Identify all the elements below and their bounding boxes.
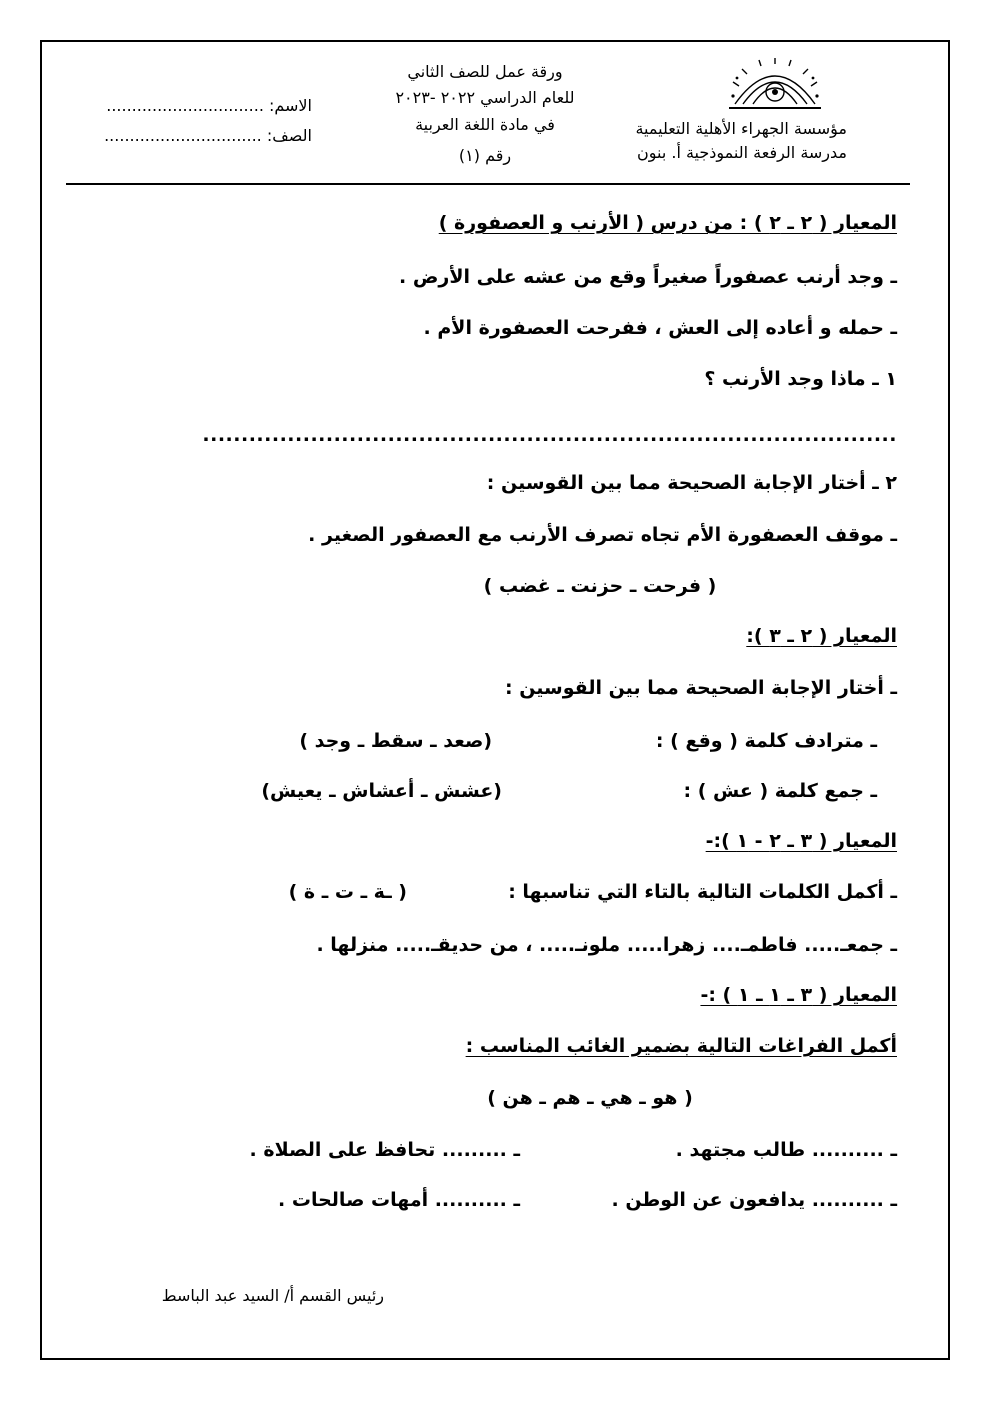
question-1: ١ ـ ماذا وجد الأرنب ؟ (704, 368, 897, 390)
taa-options: ( ـة ـ ت ـ ة ) (288, 881, 407, 903)
student-name-field[interactable]: الاسم: ............................... (106, 96, 312, 115)
question-2: ٢ ـ أختار الإجابة الصحيحة مما بين القوسين : (486, 472, 897, 494)
pronoun-sentence-1: ـ .......... طالب مجتهد . (675, 1139, 897, 1161)
question-3: ـ أختار الإجابة الصحيحة مما بين القوسين : (504, 677, 897, 699)
criterion-heading-4: المعيار ( ٣ ـ ١ ـ ١ ) :- (700, 984, 897, 1006)
worksheet-title: ورقة عمل للصف الثاني (407, 62, 563, 81)
school-name: مدرسة الرفعة النموذجية أ. بنون (636, 143, 847, 162)
criterion-heading-2: المعيار ( ٢ ـ ٣ ): (746, 625, 897, 647)
synonym-options: (صعد ـ سقط ـ وجد ) (299, 730, 492, 752)
school-org-name: مؤسسة الجهراء الأهلية التعليمية (635, 119, 847, 138)
pronoun-sentence-4: ـ .......... أمهات صالحات . (278, 1189, 520, 1211)
question-4: ـ أكمل الكلمات التالية بالتاء التي تناسبها : (508, 881, 897, 903)
synonym-question: ـ مترادف كلمة ( وقع ) : (655, 730, 877, 752)
academic-year: للعام الدراسي ٢٠٢٢ -٢٠٢٣ (395, 88, 575, 107)
question-2-prompt: ـ موقف العصفورة الأم تجاه تصرف الأرنب مع العصفور الصغير . (308, 524, 897, 546)
department-head-signature: رئيس القسم أ/ السيد عبد الباسط (161, 1286, 384, 1305)
pronoun-sentence-2: ـ ......... تحافظ على الصلاة . (249, 1139, 520, 1161)
fill-sentence: ـ جمعـ..... فاطمـ.... زهرا..... ملونـ..... ، من حديقـ..... منزلها . (316, 934, 897, 956)
choice-options-1: ( فرحت ـ حزنت ـ غضب ) (483, 575, 717, 597)
criterion-heading-3: المعيار ( ٣ ـ ٢ - ١ ):- (705, 830, 897, 852)
plural-options: (عشش ـ أعشاش ـ يعيش) (261, 780, 502, 802)
story-line-2: ـ حمله و أعاده إلى العش ، ففرحت العصفورة الأم . (423, 317, 897, 339)
question-5: أكمل الفراغات التالية بضمير الغائب المناسب : (465, 1035, 897, 1057)
student-class-field[interactable]: الصف: ............................... (104, 126, 312, 145)
pronoun-options: ( هو ـ هي ـ هم ـ هن ) (487, 1087, 693, 1109)
subject-line: في مادة اللغة العربية (415, 115, 555, 134)
answer-line[interactable]: .......................................................................................... (202, 424, 897, 446)
worksheet-number: رقم (١) (458, 146, 512, 165)
criterion-heading-1: المعيار ( ٢ ـ ٢ ) : من درس ( الأرنب و العصفورة ) (438, 212, 897, 234)
school-logo (725, 56, 825, 114)
header-divider (66, 183, 910, 185)
pronoun-sentence-3: ـ .......... يدافعون عن الوطن . (611, 1189, 897, 1211)
story-line-1: ـ وجد أرنب عصفوراً صغيراً وقع من عشه على الأرض . (399, 266, 897, 288)
plural-question: ـ جمع كلمة ( عش ) : (683, 780, 877, 802)
